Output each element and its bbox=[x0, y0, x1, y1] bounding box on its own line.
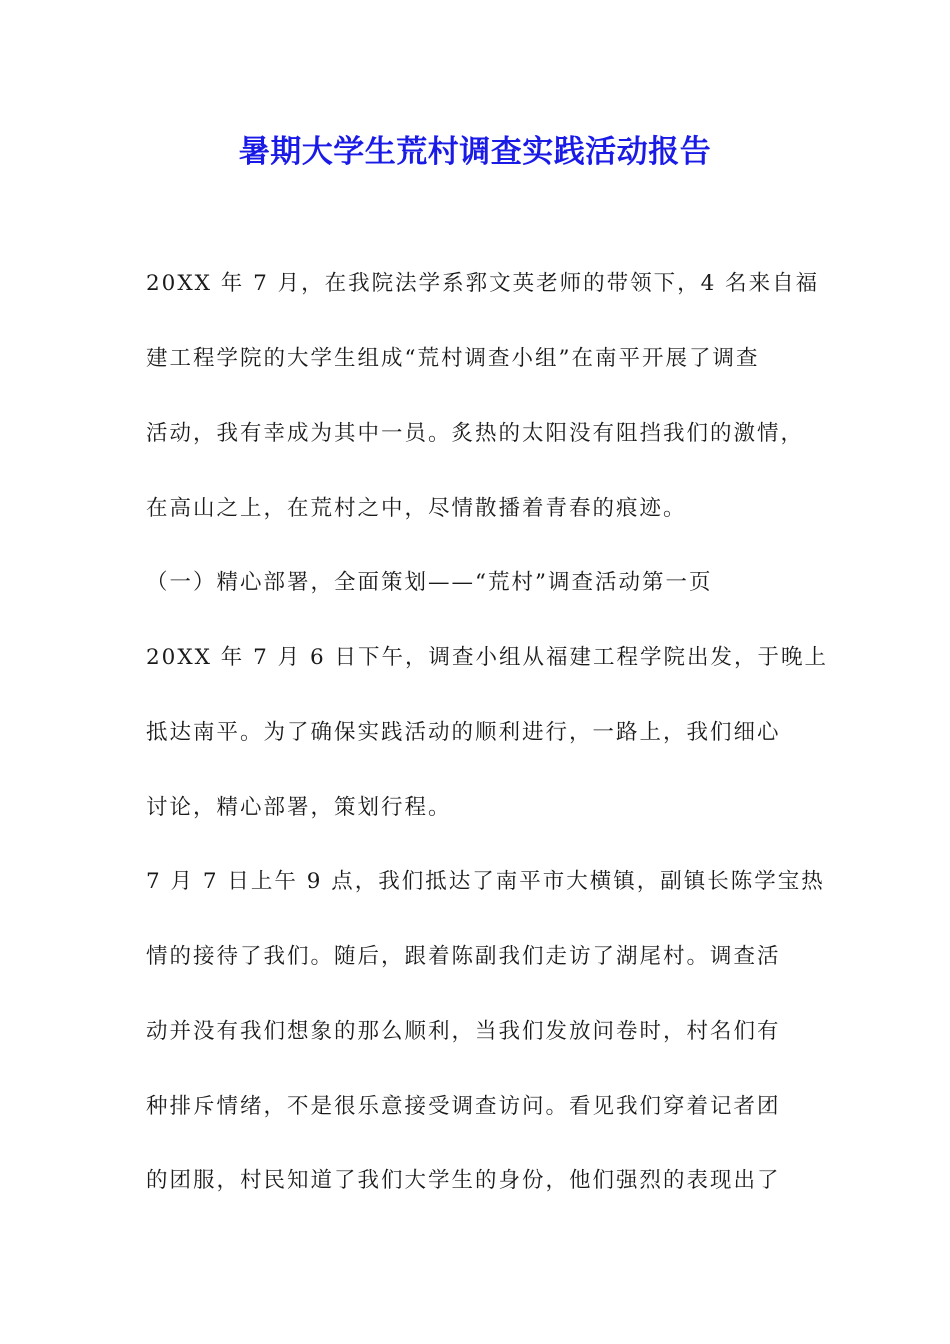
paragraph-line: 动并没有我们想象的那么顺利，当我们发放问卷时，村名们有 bbox=[146, 1019, 781, 1044]
paragraph-line: 20XX 年 7 月 6 日下午，调查小组从福建工程学院出发，于晚上 bbox=[146, 645, 829, 670]
section-heading: （一）精心部署，全面策划——“荒村”调查活动第一页 bbox=[146, 570, 713, 595]
paragraph-line: 的团服，村民知道了我们大学生的身份，他们强烈的表现出了 bbox=[146, 1168, 781, 1193]
paragraph-line: 20XX 年 7 月，在我院法学系郛文英老师的带领下，4 名来自福 bbox=[146, 271, 820, 296]
paragraph-line: 在高山之上，在荒村之中，尽情散播着青春的痕迹。 bbox=[146, 496, 687, 521]
paragraph-line: 建工程学院的大学生组成“荒村调查小组”在南平开展了调查 bbox=[146, 346, 760, 371]
paragraph-line: 7 月 7 日上午 9 点，我们抵达了南平市大横镇，副镇长陈学宝热 bbox=[146, 869, 825, 894]
paragraph-line: 讨论，精心部署，策划行程。 bbox=[146, 795, 452, 820]
paragraph-line: 抵达南平。为了确保实践活动的顺利进行，一路上，我们细心 bbox=[146, 720, 781, 745]
document-title: 暑期大学生荒村调查实践活动报告 bbox=[238, 134, 712, 170]
paragraph-line: 种排斥情绪，不是很乐意接受调查访问。看见我们穿着记者团 bbox=[146, 1094, 781, 1119]
paragraph-line: 活动，我有幸成为其中一员。炙热的太阳没有阻挡我们的激情， bbox=[146, 421, 805, 446]
paragraph-line: 情的接待了我们。随后，跟着陈副我们走访了湖尾村。调查活 bbox=[146, 944, 781, 969]
